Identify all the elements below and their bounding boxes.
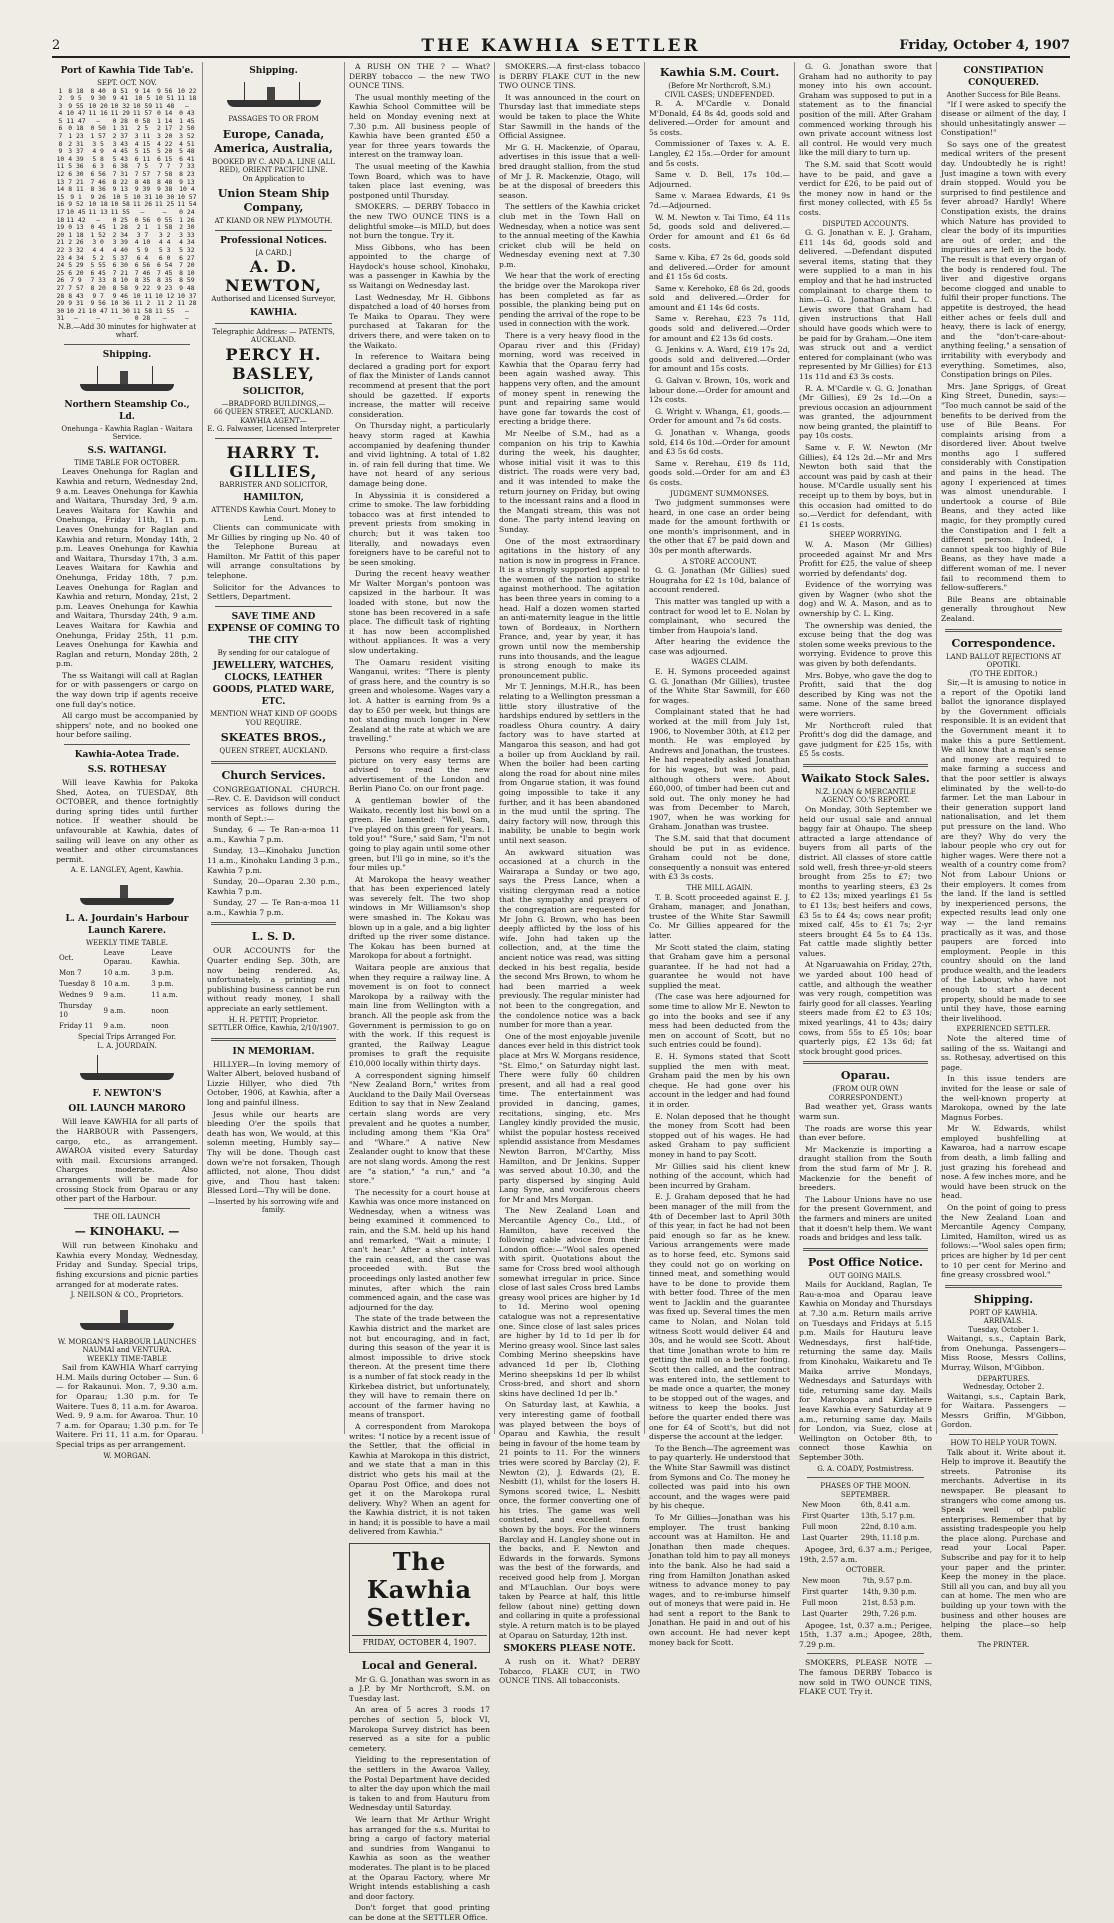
newton-heading: F. NEWTON'S [92, 1089, 162, 1100]
editorial-date: FRIDAY, OCTOBER 4, 1907. [352, 1635, 487, 1648]
local-3: Yielding to the representation of the settlers in the Awaroa Valley, the Postal Department have decided to alter the day upon which the mail is taken to and from Hauturu from Wednesday until Saturday. [349, 1755, 490, 1813]
editorial-masthead [349, 1543, 490, 1653]
memoriam-signature: —Inserted by his sorrowing wife and family. [208, 1197, 339, 1215]
case-2: Commissioner of Taxes v. A. E. Langley, £2 15s.—Order for amount and 5s costs. [649, 139, 790, 168]
disputed-2: R. A. M'Cardle v. G. G. Jonathan (Mr Gillies), £9 2s 1d.—On a previous occasion an adjournment was granted, the adjournment now being granted, the plaintiff to pay 10s costs. [799, 383, 932, 441]
oparau-3: Mr Mackenzie is importing a draught stallion from the South from the stud farm of Mr J. R. Mackenzie for the benefit of breeders. [799, 1144, 932, 1193]
sheep-4: Mrs. Bobye, who gave the dog to Profitt, said that the dog described by King was not the same. None of the same breed were worriers. [799, 670, 932, 718]
oil-launch-illustration [72, 1054, 182, 1084]
constipation-heading: CONSTIPATION CONQUERED. [963, 66, 1044, 88]
wages-3: The S.M. said that that document should be put in as evidence. Graham could not be done, consequently a nonsuit was entered with £3 3s costs. [649, 834, 790, 882]
disputed-3: Same v. F. W. Newton (Mr Gillies), £4 12s 2d.—Mr and Mrs Newton both said that the account was paid by cash at their house. M'Cardle usually sent his receipt up to them by boys, but in this occasion had omitted to do so.—Verdict for defendant, with £1 1s costs. [799, 443, 932, 529]
c3-para-7: On Thursday night, a particularly heavy storm raged at Kawhia accompanied by deafening thunder and vivid lightning. A total of 1.82 in. of rain fell during that time. We have not heard of any serious damage being done. [349, 421, 490, 488]
basley-agent-name: E. G. Falwasser, Licensed Interpreter [207, 425, 340, 433]
c3-para-10: The Oamaru resident visiting Wanganui, writes: "There is plenty of grass here, and the country is so green and wholesome. Wages vary a lot. A hatter is earning from 9s a day to £50 per week, but things are not standing much longer in New Zealand at the rate at which we are travelling." [349, 657, 490, 744]
c4-para-2: Mr G. H. Mackenzie, of Oparau, advertises in this issue that a well-bred draught stallion, from the stud of Mr J. R. Mackenzie, Otago, will be at the disposal of breeders this season. [499, 142, 640, 200]
c3-para-9: During the recent heavy weather Mr Walter Morgan's pontoon was capsized in the harbour. It was loaded with stone, but now the stone has been recovered in a safe place. The difficult task of righting it has now been accomplished without appliances. It was a very slow undertaking. [349, 569, 490, 656]
aotea-heading: Kawhia-Aotea Trade. [74, 750, 180, 761]
column-4 [494, 62, 644, 1686]
memoriam-heading: IN MEMORIAM. [232, 1046, 315, 1057]
timetable-heading: TIME TABLE FOR OCTOBER. [74, 458, 180, 467]
stock-1: On Monday, 30th September we held our usual sale and annual baggy fair at Ohaupo. The sheep attracted a large attendance of buyers from all parts of the district. All classes of store cattle sold well, fresh three-yr-old steers brought from 25s to £7; two months to yearling steers, £3 2s to £2 13s; mixed yearlings £1 5s to £1 13s; best heifers and cows, £3 5s to £4 4s; cows near profit; mixed calf, 45s to £1 7s; 2-yr steers brought £4 5s to £4 13s. Fat cattle made slightly better values. [799, 804, 932, 958]
steamship-illustration [72, 365, 182, 395]
bile-beans-sub: Another Success for Bile Beans. [946, 91, 1061, 99]
mill-3: (The case was here adjourned for some time to allow Mr E. Newton to go into the books and see if any mess had been deducted from the men on account of Scott, but no such entries could be found). [649, 992, 790, 1050]
c3-para-14: Waitara people are anxious that when they require a railway line. A movement is on foot to connect Marokopa by a railway with the main line from Wellington with a branch. All the people ask from the Government is permission to go on with the work. If this request is granted, the Railway League promises to graft the requisite £10,000 locally within thirty days. [349, 963, 490, 1068]
memoriam-body: HILLYER—In loving memory of Walter Albert, beloved husband of Lizzie Hillyer, who died 7th October, 1906, at Kawhia, after a long and painful illness. [207, 1059, 340, 1107]
shipping-heading-2: Shipping. [249, 66, 298, 76]
lsd-signature: H. H. PETTIT, Proprietor. [228, 1015, 319, 1024]
paper-title: THE KAWHIA SETTLER [421, 36, 701, 56]
timetable-body: Leaves Onehunga for Raglan and Kawhia and return, Wednesday 2nd, 9 a.m. Leaves Onehunga for Kawhia and Waitara, Thursday 3rd, 9 a.m. Leaves Waitara for Kawhia and Onehunga, Friday 11th, 11 p.m. Leaves Onehunga for Raglan and Kawhia and return, Monday 14th, 2 p.m. Leaves Onehunga for Kawhia and Waitara, Thursday 17th, 3 a.m. Leaves Waitara for Kawhia and Onehunga, Friday 18th, 7 p.m. Leaves Onehunga for Raglan and Kawhia and return, Monday, 21st, 2 p.m. Leaves Onehunga for Kawhia and Waitara, Thursday 24th, 9 a.m. Leaves Waitara for Kawhia and Onehunga, Friday 25th, 11 p.m. Leaves Onehunga for Kawhia and Raglan and return, Monday 28th, 2 p.m. [56, 467, 198, 669]
rothesay-signature: A. E. LANGLEY, Agent, Kawhia. [70, 866, 184, 875]
oparau-4: The Labour Unions have no use for the present Government, and the farmers and miners are united that it doesn't help them. We want roads and bridges and less talk. [799, 1194, 932, 1243]
oparau-2: The roads are worse this year than ever before. [799, 1123, 932, 1143]
issue-date: Friday, October 4, 1907 [899, 38, 1070, 53]
post-heading: Post Office Notice. [808, 1255, 923, 1269]
printer-signature: The PRINTER. [977, 1641, 1030, 1650]
court-before: (Before Mr Northcroft, S.M.) [668, 82, 771, 90]
telegraphic-address: Telegraphic Address: — PATENTS, AUCKLAND. [212, 327, 335, 344]
court-heading: Kawhia S.M. Court. [659, 66, 780, 79]
jourdain-heading: L. A. Jourdain's Harbour Launch Karere. [65, 913, 189, 936]
constipation-3: Mrs. Jane Spriggs, of Great King Street, Dunedin, says:— "Too much cannot be said of the benefits to be derived from the use of Bile Beans. For complaints arising from a disordered liver. About twelve months ago I suffered considerably with Constipation and pains in the head. The agony I experienced at times was almost unendurable. I undertook a course of Bile Beans, and they acted like magic, for they promptly cured the Constipation and I felt a different person. Indeed, I cannot speak too highly of Bile Beans, as they have made a different woman of me. I never fail to recommend them to fellow-sufferers." [941, 381, 1066, 593]
jourdain-signature: L. A. JOURDAIN. [97, 1041, 157, 1050]
c7-note-1: Note the altered time of sailing of the ss. Waitangi and ss. Rothesay, advertised on this page. [941, 1033, 1066, 1072]
sheep-3: The ownership was denied, the excuse being that the dog was stolen some weeks previous to the worrying. Evidence to prove this was given by both defendants. [799, 620, 932, 669]
mill-9: To Mr Gillies—Jonathan was his employer. The trust banking account was at Hamilton. He and Jonathan then made cheques. Jonathan told him to pay all moneys into the bank. Also he had said a ring from Hamilton Jonathan asked witness to advance money to pay wages, and to re-imburse himself out of moneys that were paid in. He had sent a report to the Bank to Jonathan. He paid in and out of his own account. He had never kept money back for Scott. [649, 1512, 790, 1647]
september-table: New Moon 6th, 8.41 a.m. First Quarter 13th, 5.17 p.m. Full moon 22nd, 8.10 a.m. Last Quarter 29th, 11.18 p.m. [802, 1501, 920, 1542]
apply-line: On Application to [242, 174, 305, 183]
stock-2: At Ngaruawahia on Friday, 27th, we yarded about 100 head of cattle, and although the weather was very rough, competition was fairly good for all classes. Yearling steers made from £2 to £3 10s; mixed yearlings, 41 to 43s; dairy cows, from 55s to £5 10s; boar quarterly pigs, £2 13s 6d; fat stock brought good prices. [799, 960, 932, 1056]
civil-cases: CIVIL CASES; UNDEFENDED. [664, 90, 775, 99]
post-signature: G. A. COADY, Postmistress. [817, 1464, 914, 1473]
wages-heading: WAGES CLAIM. [691, 658, 748, 667]
correspondent-line: (FROM OUR OWN CORRESPONDENT.) [828, 1085, 903, 1102]
c4-para-3: The settlers of the Kawhia cricket club met in the Town Hall on Wednesday, when a notice was sent to the annual meeting of the Kawhia cricket club will be held on Wednesday evening next at 7.30 p.m. [499, 202, 640, 269]
wages-1: E. H. Symons proceeded against G. G. Jonathan (Mr Gillies), trustee of the White Star Sawmill, for £60 for wages. [649, 666, 790, 705]
tide-table-months: SEPT. OCT. NOV. [97, 79, 157, 87]
c3-para-5: Last Wednesday, Mr H. Gibbons dispatched a load of 40 horses from Te Maika to Oparau. They were purchased at Takaran for the drivers there, and were taken on to the Waikato. [349, 292, 490, 350]
wages-2: Complainant stated that he had worked at the mill from July 1st, 1906, to November 30th, at £12 per month. He was employed by Andrews and Jonathan, the trustees. He had repeatedly asked Jonathan for his wages, but was not paid, although others were. About £60,000, of timber had been cut and sold out. The only money he had was from December to March, 1907, when he was working for Graham. Jonathan was trustee. [649, 707, 790, 832]
maroro-body: Will leave KAWHIA for all parts of the HARBOUR with Passengers, cargo, etc., as arrangement. AWAROA visited every Saturday with mail. Excursions arranged. Charges moderate. Also arrangements will be made for crossing Stock from Oparau or any other part of the Harbour. [56, 1117, 198, 1204]
kinohaku-signature: J. NEILSON & CO., Proprietors. [70, 1291, 184, 1300]
case-9: G. Jenkins v. A. Ward, £19 17s 2d, goods sold and delivered.—Order for amount and 15s costs. [649, 345, 790, 374]
local-2: An area of 5 acres 3 roods 17 perches of section 5, block VI, Marokopa Survey district has been reserved as a site for a public cemetery. [349, 1705, 490, 1753]
masthead [52, 36, 1070, 58]
newton-title: Authorised and Licensed Surveyor, [211, 295, 336, 303]
basley-building: —BRADFORD BUILDINGS,— [221, 399, 326, 408]
store-3: After hearing the evidence the case was adjourned. [649, 637, 790, 656]
page-number: 2 [52, 38, 61, 53]
basley-agent: KAWHIA AGENT— [240, 416, 307, 425]
c3-para-6: In reference to Waitara being declared a grading port for export of flax the Minister of Lands cannot recommend at present that the port should be gazetted. If exports increase, the matter will receive consideration. [349, 352, 490, 419]
judgment-heading: JUDGMENT SUMMONSES. [670, 489, 769, 498]
c6-para-2: The S.M. said that Scott would have to be paid, and gave a verdict for £26, to be paid out of the money now in hand or the first money collected, with £5 5s costs. [799, 159, 932, 217]
c4-para-12: On Saturday last, at Kawhia, a very interesting game of football was played between the boys of Oparau and Kawhia, the result being in favour of the home team by 21 points to 11. For the winners tries were scored by Barclay (2), F. Newton (2), J. Edwards (2), E. Nesbitt (1), whilst for the losers H. Symons scored twice, L. Nesbitt once, the former converting one of his tries. The game was well contested, and excellent form shown by the boys. For the winners Barclay and H. Langley shone out in the backs, and F. Newton and Edwards in the forwards. Symons was the best of the forwards, and received good help from J. Morgan and M'Lauchlan. Our boys were taken by Pearce at half, this little fellow (about nine) getting down and collaring in quite a professional style. A return match is to be played at Oparau on Saturday, 12th inst. [499, 1400, 640, 1640]
constipation-1: "If I were asked to specify the disease or ailment of the day, I should unhesitatingly answer — Constipation!" [941, 99, 1066, 138]
c3-para-12: A gentleman bowler of the Waikato, recently lost his bowl on a green. He lamented: "Well, Sam, I've played on this green for years. I told you!" "Sure," said Sam, "I'm not going to play again until some other green, but I'll go in mine, so it's the four miles up." [349, 795, 490, 873]
c4-para-1: It was announced in the court on Thursday last that immediate steps would be taken to place the White Star Sawmill in the hands of the Official Assignee. [499, 92, 640, 141]
departures-heading: DEPARTURES. [977, 1374, 1030, 1383]
constipation-2: So says one of the greatest medical writers of the present day. Undoubtedly he is right! Just imagine a town with every drain stopped. Would you be surprised to find pestilence and fever abroad? Hardly! Where Constipation exists, the drains which Nature has provided to clear the body of its impurities are out of order, and the impurities are left in the body. The result is that every organ of the body is rendered foul. The liver and digestive organs become clogged and unable to fulfil their proper functions. The appetite is destroyed, the head either aches or feels dull and heavy, there is lack of energy, and the "don't-care-about-anything feeling," a sensation of irritability with everybody and everything. Sometimes, also, Constipation brings on Piles. [941, 139, 1066, 380]
c3-para-8: In Abyssinia it is considered a crime to smoke. The law forbidding tobacco was at first intended to prevent priests from smoking in church; but it was taken too literally, and nowadays even foreigners have to be careful not to be seen smoking. [349, 490, 490, 567]
c3-para-15: A correspondent signing himself "New Zealand Born," writes from Auckland to the Daily Mail Overseas Edition to say that in New Zealand certain slang words are very prevalent and he quotes a number, including among them "Kia Ora" and "Whare." A native New Zealander ought to know that these are not slang words. Among the rest are "a station," "a run," and "a store." [349, 1070, 490, 1186]
waitangi-heading: S.S. WAITANGI. [87, 445, 167, 456]
mill-7: E. J. Graham deposed that he had been manager of the mill from the 4th of December last to April 30th of this year, in fact he had not been paid enough so far as he knew. Various arrangements were made as to horse feed, etc. Symons said they could not go on working on tinned meat, and something would have to be done to provide them with better food. Three of the men went to Jacklin and the guarantee was fixed up. Several times the men came to Nolan, and Nolan told witness Scott would deliver £4 and 30s, and he would see Scott. About that time Jonathan wrote to him re getting the mill on a better footing. Scott then called, and the contract was entered into, the settlement to be made once a quarter, the money to be stopped out of the wages, and witness to keep the books. Just before the quarter ended there was one for £4 of Scott's, but did not disperse the account at the ledger. [649, 1192, 790, 1442]
c4-para-7: One of the most extraordinary agitations in the history of any nation is now in progress in France. It is a strongly supported appeal to the women of the nation to strike against motherhood. The agitation has been three years in coming to a head. Half a dozen women started an anti-maternity league in the little town of Bordeaux, in Northern France, and, year by year, it has grown until now the membership runs into thousands, and the league is strong enough to make its pronouncement public. [499, 536, 640, 680]
c4-para-6: Mr Neelbe of S.M., had as a companion on his trip to Kawhia during the week, his daughter, whose initial visit it was to this district. The roads were very bad, and it was intended to make the return journey on Friday, but owing to the incessant rains and a flood in the Mangati stream, this was not done. The party intend leaving on Sunday. [499, 428, 640, 534]
c3-para-13: At Marokopa the heavy weather that has been experienced lately was severely felt. The two shop windows in Mr Williamson's shop were smashed in. The Kokau was blown up in a gale, and a big lighter drifted up the river some distance. The Kokau has been burned at Marokopa for about a fortnight. [349, 874, 490, 961]
timetable-note-2: All cargo must be accompanied by shippers' note, and no booked one hour before sailing. [56, 711, 198, 740]
arrivals-heading: ARRIVALS. [983, 1317, 1024, 1326]
c7-note-3: Mr W. Edwards, whilst employed bushfelling at Kawaroa, had a narrow escape from death, a limb falling and just grazing his forehead and nose. A few inches more, and he would have been struck on the head. [941, 1124, 1066, 1201]
c4-para-9: An awkward situation was occasioned at a church in the Wairarapa a Sunday or two ago, says the Press Lance, when a visiting clergyman read a notice that the sympathy and prayers of the congregation are requested for Mr John G. Brown, who has been deeply afflicted by the loss of his wife. John had taken up the collection, and, at the time the ancient notice was read, was sitting decked in his best regalia, beside the second Mrs Brown, to whom he had been married a week previously. The regular minister had not been to the congregation, and the condolence notice was a back number for more than a year. [499, 847, 640, 1030]
c3-para-1: The usual monthly meeting of the Kawhia School Committee will be held on Monday evening next at 7.30 p.m. All business people of Kawhia have been granted £50 a year for three years towards the interest on the tramway loan. [349, 92, 490, 160]
column-7 [936, 62, 1070, 1650]
october-table: New moon 7th, 9.57 p.m. First quarter 14th, 9.30 p.m. Full moon 21st, 8.53 p.m. Last Quarter 29th, 7.26 p.m. [802, 1576, 917, 1618]
newton-location: KAWHIA. [250, 307, 297, 318]
judgment-body: Two judgment summonses were heard, in one case an order being made for the amount forthwith or one month's imprisonment, and in the other that £7 be paid down and 30s per month afterwards. [649, 498, 790, 556]
oparau-1: Bad weather yet, Grass wants warm sun. [799, 1102, 932, 1121]
c4-para-4: We hear that the work of erecting the bridge over the Marokopa river has been completed as far as possible, the planking being put on pending the arrival of the rope to be used in connection with the work. [499, 271, 640, 329]
save-time-heading: SAVE TIME AND EXPENSE OF COMING TO THE CITY [207, 611, 340, 646]
professional-heading: Professional Notices. [220, 235, 327, 246]
morgan-launch-illustration [72, 1304, 182, 1334]
weekly-table: Oct. Leave Oparau. Leave Kawhia. Mon 7 10 a.m. 3 p.m. Tuesday 8 10 a.m. 3 p.m. Wednes 9 9 a.m. 11 a.m. Thursday 10 9 a.m. noon Friday 11 9 a.m. noon [59, 949, 180, 1031]
land-ballot-heading: LAND BALLOT REJECTIONS AT OPOTIKI. [945, 652, 1062, 670]
editorial-title: The Kawhia Settler. [366, 1547, 473, 1633]
c3-para-18: A correspondent from Marokopa writes: "I notice by a recent issue of the Settler, that the official in Kawhia at Marokopa in this district, and we state that a man in this district who gets his mail at the Oparau Post Office, and does not get it on the Marokopa rural delivery. Why? When an agent for the Kawhia district, it is not taken in hand; it is possible to have a mail delivered from Kawhia." [349, 1421, 490, 1537]
smokers-notice: SMOKERS.—A first-class tobacco is DERBY FLAKE CUT in the new TWO OUNCE TINS. [499, 62, 640, 91]
newton-name: A. D. NEWTON, [225, 257, 322, 295]
nsc-heading: Northern Steamship Co., Ld. [64, 399, 190, 422]
kinohaku-body: Will run between Kinohaku and Kawhia every Monday, Wednesday, Friday and Sunday. Special trips, fishing excursions and picnic parties arranged for at moderate rates. [56, 1241, 198, 1289]
departure-body: Waitangi, s.s., Captain Bark, for Waitara. Passengers — Messrs Griffin, M'Gibbon, Gordon. [941, 1391, 1066, 1430]
case-3: Same v. D. Bell, 17s 10d.—Adjourned. [649, 170, 790, 189]
basley-title: SOLICITOR, [242, 386, 305, 397]
c4-para-11: The New Zealand Loan and Mercantile Agency Co., Ltd., of Hamilton, have received the following cable advice from their London office:—"Wool sales opened with spirit. Quotations about the same for Cross bred wool although somewhat irregular in price. Since close of last sales Cross bred Lambs greasy wool prices are higher by 1d to 1d. Merino wool opening catalogue was not a representative one. Since close of last sales prices are higher by 1d to 1d per lb for Merino greasy wool. Since last sales Combing Merino sheepskins have advanced 1d per lb, Clothing Merino sheepskins 1d per lb whilst Cross-bred, and short and shorn skins have declined 1d per lb." [499, 1206, 640, 1398]
port-heading: PORT OF KAWHIA. [969, 1308, 1038, 1317]
case-11: G. Wright v. Whanga, £1, goods.—Order for amount and 7s 6d costs. [649, 406, 790, 426]
store-heading: A STORE ACCOUNT. [682, 557, 757, 566]
skeates-address: QUEEN STREET, AUCKLAND. [219, 747, 328, 756]
church-body: CONGREGATIONAL CHURCH.—Rev. C. E. Davidson will conduct services as follows during the month of Sept.:— [207, 784, 340, 823]
morgan-timetable-heading: WEEKLY TIME-TABLE [87, 1354, 167, 1363]
lsd-body: OUR ACCOUNTS for the Quarter ending Sep. 30th, are now being rendered. As, unfortunately, a printing and publishing business cannot be run without ready money, I shall appreciate an early settlement. [207, 946, 340, 1014]
memoriam-verse: Jesus while our hearts are bleeding O'er the spoils that death has won, We would, at this solemn meeting, Humbly say—Thy will be done. Though cast down we're not forsaken, Though afflicted, not alone, Thou didst give, and Thou hast taken: Blessed Lord—Thy will be done. [207, 1109, 340, 1196]
letter-signature: EXPERIENCED SETTLER. [956, 1025, 1051, 1034]
case-4: Same v. Maraea Edwards, £1 9s 7d.—Adjourned. [649, 191, 790, 210]
help-heading: HOW TO HELP YOUR TOWN. [950, 1439, 1057, 1448]
disputed-heading: DISPUTED ACCOUNTS. [822, 219, 909, 228]
union-steam-ship: Union Steam Ship Company, [217, 187, 330, 214]
jewellery-line: JEWELLERY, WATCHES, CLOCKS, LEATHER GOODS, PLATED WARE, ETC. [212, 661, 335, 708]
gillies-attends: ATTENDS Kawhia Court. Money to Lend. [211, 506, 336, 523]
c3-para-17: The state of the trade between the Kawhia district and the market are not but encouraging, and in fact, during this season of the year it is almost impossible to drive stock thereon. At the present time there is a number of fat stock ready in the Kirkebea district, but unfortunately, they will have to remain there on account of the farmer having no means of transport. [349, 1314, 490, 1420]
card-label: [A CARD.] [255, 248, 292, 257]
c4-para-5: There is a very heavy flood in the Oparau river and this (Friday) morning, word was received in Kawhia that the Oparau ferry had been again washed away. This happens very often, and the amount of money spent in renewing the punt and repairing same would have gone far towards the cost of erecting a bridge there. [499, 331, 640, 427]
case-5: W. M. Newton v. Tai Timo, £4 11s 5d, goods sold and delivered.—Order for amount and £1 6s 6d costs. [649, 212, 790, 251]
tide-note: N.B.—Add 30 minutes for highwater at wharf. [57, 322, 197, 340]
mill-2: Mr Scott stated the claim, stating that Graham gave him a personal guarantee. If he had not had a guarantee he would not have supplied the meat. [649, 942, 790, 990]
disputed-1: G. G. Jonathan v. E. J. Graham, £11 14s 6d, goods sold and delivered. —Defendant disputed several items, stating that they were supplied to a man in his employ and that he had instructed complainant to charge them to him.—G. G. Jonathan and L. C. Lewis swore that Graham had given instructions that Hall should have goods which were to be paid for by Graham.—One item was struck out and a verdict entered for complainant (who was represented by Mr Gillies) for £13 11s 11d and £3 3s costs. [799, 228, 932, 381]
oil-launch-label: THE OIL LAUNCH [93, 1212, 161, 1221]
c7-note-4: On the point of going to press the New Zealand Loan and Mercantile Agency Company, Limited, Hamilton, wired us as follows:—"Wool sales open firm; prices are higher by 1d per cent to 10 per cent for Merino and fine greasy crossbred wool." [941, 1203, 1066, 1280]
outgoing-mails: OUT GOING MAILS. [829, 1271, 902, 1280]
passages-line: PASSAGES TO OR FROM [228, 115, 319, 123]
help-body: Talk about it. Write about it. Help to improve it. Beautify the streets. Patronise its merchants. Advertise in its newspaper. Be pleasant to strangers who come among us. Speak well of public enterprises. Remember that by assisting tradespeople you help the place along. Purchase and read your Local Paper. Subscribe and pay for it to help your paper and the printer. Keep the money in the place. Still all you can, and buy all you can at home. The men who are building up your town with the business and other houses are helping the place—so help them. [941, 1447, 1066, 1639]
shipping-heading-7: Shipping. [973, 1292, 1034, 1306]
local-1: Mr G. G. Jonathan was sworn in as a J.P. by Mr Northcroft, S.M. on Tuesday last. [349, 1674, 490, 1703]
gillies-note: Solicitor for the Advances to Settlers, Department. [207, 582, 340, 602]
mill-6: Mr Gillies said his client knew nothing of the account, which had been incurred by Graham. [649, 1161, 790, 1190]
case-8: Same v. Rerehau, £23 7s 11d, goods sold and delivered.—Order for amount and £2 13s 6d costs. [649, 314, 790, 343]
service-3: Sunday, 20—Oparau 2.30 p.m., Kawhia 7 p.m. [207, 877, 340, 896]
october-note: Apogee, 1st, 0.37 a.m.; Perigee, 15th, 1.37 a.m.; Apogee, 28th, 7.29 p.m. [799, 1620, 932, 1649]
service-4: Sunday, 27 — Te Ran-a-moa 11 a.m., Kawhia 7 p.m. [207, 898, 340, 917]
gillies-town: HAMILTON, [243, 493, 304, 503]
column-5 [644, 62, 794, 1647]
basley-name: PERCY H. BASLEY, [225, 344, 322, 383]
mill-5: E. Nolan deposed that he thought the money from Scott had been stopped out of his wages. He had asked Graham to pay sufficient money in hand to pay Scott. [649, 1111, 790, 1159]
weekly-heading: WEEKLY TIME TABLE. [85, 938, 169, 947]
special-trips: Special Trips Arranged For. [77, 1033, 177, 1042]
service-1: Sunday, 6 — Te Ran-a-moa 11 a.m., Kawhia 7 p.m. [207, 825, 340, 844]
store-1: G. G. Jonathan (Mr Gillies) sued Hougraha for £2 1s 10d, balance of account rendered. [649, 566, 790, 595]
c3-para-11: Persons who require a first-class picture on very easy terms are advised to read the new advertisement of the London and Berlin Piano Co. on our front page. [349, 745, 490, 794]
nzloan-heading: N.Z. LOAN & MERCANTILE AGENCY CO.'S REPORT. [815, 787, 916, 805]
sheep-heading: SHEEP WORRYING. [829, 531, 902, 540]
c4-para-10: One of the most enjoyable juvenile dances ever held in this district took place at Mrs W. Morgans residence, "St. Elmo," on Saturday night last. There were fully 60 children present, and all had a real good time. The entertainment was provided in dancing, games, recitations, singing, etc. Mrs Langley kindly provided the music, whilst the popular hostess received splendid assistance from Mesdames Newton Barron, M'Carthy, Miss Hamilton, and Dr Jenkins. Supper was served about 10.30, and the party dispersed by singing Auld Lang Syne, and vociferous cheers for Mr and Mrs Morgan. [499, 1031, 640, 1204]
store-2: This matter was tangled up with a contract for wood let to E. Nolan by complainant, who secured the timber from Haupoia's land. [649, 596, 790, 635]
maroro-heading: OIL LAUNCH MARORO [68, 1104, 186, 1115]
smokers-note: SMOKERS, PLEASE NOTE — The famous DERBY Tobacco is now sold in TWO OUNCE TINS, FLAKE CUT. Try it. [799, 1658, 932, 1697]
september-note: Apogee, 3rd, 6.37 a.m.; Perigee, 19th, 2.57 a.m. [799, 1545, 932, 1564]
moon-heading: PHASES OF THE MOON. [820, 1482, 911, 1490]
local-5: Don't forget that good printing can be done at the SETTLER Office. [349, 1903, 490, 1922]
basley-address: 66 QUEEN STREET, AUCKLAND. [213, 408, 334, 416]
september-heading: SEPTEMBER. [840, 1490, 891, 1499]
sheep-1: W. A. Mason (Mr Gillies) proceeded against Mr and Mrs Profitt for £25, the value of sheep worried by defendants' dog. [799, 539, 932, 578]
post-body: Mails for Auckland, Raglan, Te Rau-a-moa and Oparau leave Kawhia on Monday and Thursdays at 7.30 a.m. Return mails arrive on Tuesdays and Fridays at 5.15 p.m. Mails for Hauturu leave Wednesdays, first half-tide, returning the same day. Mails from Kinohaku, Waikaretu and Te Maika arrive Mondays, Wednesdays and Saturdays with tide, returning same day. Mails for Marokopa and Kiritehere leave Kawhia every Saturday at 9 a.m., returning same day. Mails for London, via Suez, close at Wellington on October 8th, to connect those Kawhia on September 30th. [799, 1280, 932, 1462]
local-4: We learn that Mr Arthur Wright has arranged for the s.s. Muritai to bring a cargo of factory material and sundries from Wanganui to Kawhia as soon as the weather moderates. The plant is to be placed at the Oparau Factory, where Mr Wright intends establishing a cash and door factory. [349, 1814, 490, 1901]
catalogue-line: By sending for our catalogue of [217, 648, 330, 657]
rothesay-body: Will leave Kawhia for Pakoka Shed, Aotea, on TUESDAY, 8th OCTOBER, and thence fortnightly during spring tides until further notice. If weather should be unfavourable at Kawhia, dates of sailing will leave on any other as weather and other circumstances permit. [56, 778, 198, 864]
church-heading: Church Services. [221, 768, 326, 782]
tide-table: 1 8 18 8 40 8 51 9 14 9 56 10 22 2 9 5 9 30 9 41 10 5 10 51 11 18 3 9 55 10 20 10 32 10 59 11 48 — 4 10 47 11 16 11 29 11 57 0 14 0 43 5 11 47 — 0 28 0 58 1 14 1 45 6 0 18 0 50 1 31 2 5 2 17 2 50 7 1 23 1 57 2 37 3 11 3 20 3 52 8 2 31 3 5 3 43 4 15 4 22 4 51 9 3 37 4 9 4 45 5 15 5 20 5 48 10 4 39 5 8 5 43 6 11 6 15 6 41 11 5 36 6 3 6 38 7 5 7 7 7 33 12 6 30 6 56 7 31 7 57 7 58 8 23 13 7 21 7 46 8 22 8 48 8 48 9 13 14 8 11 8 36 9 13 9 39 9 38 10 4 15 9 1 9 26 10 5 10 31 10 30 10 57 16 9 52 10 18 10 58 11 26 11 25 11 54 17 10 45 11 13 11 55 — — 0 24 18 11 42 — 0 25 0 56 0 55 1 26 19 0 13 0 45 1 28 2 1 1 58 2 30 20 1 18 1 52 2 34 3 7 3 2 3 33 21 2 26 3 0 3 39 4 10 4 4 4 34 22 3 32 4 4 4 40 5 9 5 3 5 32 23 4 34 5 2 5 37 6 4 6 0 6 27 24 5 29 5 55 6 30 6 56 6 54 7 20 25 6 20 6 45 7 21 7 46 7 45 8 10 26 7 9 7 33 8 10 8 35 8 35 8 59 27 7 57 8 20 8 58 9 22 9 23 9 48 28 8 43 9 7 9 46 10 11 10 12 10 37 29 9 31 9 56 10 36 11 2 11 2 11 28 30 10 21 10 47 11 30 11 58 11 55 — 31 — — — 0 28 — — [56, 86, 197, 323]
gillies-name: HARRY T. GILLIES, [226, 442, 321, 481]
case-7: Same v. Kerehoko, £8 6s 2d, goods sold and delivered.—Order for amount and £1 14s 6d costs. [649, 283, 790, 312]
case-12: G. Jonathan v. Whanga, goods sold, £14 6s 10d.—Order for amount and £3 5s 6d costs. [649, 428, 790, 457]
nsc-route: Onehunga - Kawhia Raglan - Waitara Service. [61, 424, 193, 442]
column-2 [202, 62, 344, 1434]
mill-8: To the Bench—The agreement was to pay quarterly. He understood that the White Star Sawmill was distinct from Symons and Co. The money he collected was paid into his own account, and the wages were paid by his cheque. [649, 1443, 790, 1511]
timetable-note: The ss Waitangi will call at Raglan for or with passengers or cargo on the way down trip if agents receive one full day's notice. [56, 670, 198, 709]
c3-para-16: The necessity for a court house at Kawhia was once more instanced on Wednesday, when a witness was being examined it commenced to rain, and the S.M. held up his hand and remarked, "Wait a minute; I can't hear." After a short interval the rain ceased, and the case was proceeded with. But the proceedings only lasted another few minutes, after which the rain commenced again, and the case was adjourned for the day. [349, 1187, 490, 1312]
morgan-signature: W. MORGAN. [103, 1451, 151, 1460]
launch-illustration [72, 879, 182, 909]
letter-body: Sir,—It is amusing to notice in a report of the Opotiki land ballot the ignorance displayed by the Government officials responsible. It is an evident that the Government meant it to make this a pure Settlement. We all know that a man's sense and money are required to make farming a success and that the poor settler is always eliminated by the well-to-do farmer. Let the man Labour in their generation support land nationalisation, and let them put pressure on the land. Who are they? Why do very the labour people who cry out for higher wages. Were there not a wealth of a country come from? Not from Labour Unions or their employers. It comes from the land. If the land is settled by inexperienced persons, the expected results lead only one way — the land remains practically as it was, and those paupers are forced into employment. People in this country should on the land produce wealth, and the leaders of the Labour, who have not enough to start a decent property, should be made to see until they have, those earning their livelihood. [941, 678, 1066, 1023]
union-location: AT KIAND OR NEW PLYMOUTH. [214, 217, 333, 225]
morgan-heading: W. MORGAN'S HARBOUR LAUNCHES NAUMAI and VENTURA. [57, 1337, 197, 1355]
tide-table-title: Port of Kawhia Tide Tab'e. [60, 66, 194, 76]
c7-note-2: In this issue tenders are invited for the lease or sale of the well-known property at Marokopa, owned by the late Magnus Forbes. [941, 1074, 1066, 1122]
arrival-date: Tuesday, October 1. [968, 1325, 1039, 1334]
case-10: G. Galvan v. Brown, 10s, work and labour done.—Order for amount and 12s costs. [649, 376, 790, 405]
local-heading: Local and General. [361, 1658, 478, 1672]
morgan-body: Sail from KAWHIA Wharf carrying H.M. Mails during October — Sun. 6 — for Rakaunui. Mon. 7, 9.30 a.m. for Oparau; 1.30 p.m. for Te Waitere. Tues 8, 11 a.m. for Awaroa. Wed. 9, 9 a.m. for Awaroa. Thur. 10 7 a.m. for Oparau; 1.30 p.m. for Te Waitere. Fri 11, 11 a.m. for Oparau. Special trips as per arrangement. [56, 1363, 198, 1449]
sheep-5: Mr Northcroft ruled that Profitt's dog did the damage, and gave judgment for £25 15s, with £5 5s costs. [799, 720, 932, 759]
smokers-body: A rush on it. What? DERBY Tobacco, FLAKE CUT, in TWO OUNCE TINS. All tobacconists. [499, 1657, 640, 1686]
shipping-heading: Shipping. [102, 349, 152, 360]
gillies-body: Clients can communicate with Mr Gillies by ringing up No. 40 of the Telephone Bureau at Hamilton. Mr Fattit of this paper will arrange consultations by telephone. [207, 523, 340, 580]
c3-para-4: Miss Gibbons, who has been appointed to the charge of Haydock's house school, Kinohaku, was a passenger in Kawhia by the ss Waitangi on Wednesday last. [349, 242, 490, 291]
mention-line: MENTION WHAT KIND OF GOODS YOU REQUIRE. [209, 710, 338, 727]
column-3 [344, 62, 494, 1922]
rothesay-heading: S.S. ROTHESAY [87, 765, 167, 776]
rush-notice: A RUSH ON THE ? — What? DERBY tobacco — the new TWO OUNCE TINS. [349, 62, 490, 91]
to-editor: (TO THE EDITOR.) [969, 669, 1038, 678]
c6-para-1: G. G. Jonathan swore that Graham had no authority to pay money into his own account. Graham was supposed to put in a statement as to the financial position of the mill. After Graham commenced working through his own private account witness lost all control. He would very much like the mill diary to turn up. [799, 62, 932, 158]
constipation-4: Bile Beans are obtainable generally throughout New Zealand. [941, 594, 1066, 623]
mill-4: E. H. Symons stated that Scott supplied the men with meat. Graham paid the men by his own cheque. He had gone over his account in the ledger and had found it in order. [649, 1052, 790, 1109]
booked-line: BOOKED BY C. AND A. LINE (ALL RED), ORIENT PACIFIC LINE. [212, 157, 335, 174]
arrival-body: Waitangi, s.s., Captain Bark, from Onehunga. Passengers—Miss Roose, Messrs Collins, Murray, Wilson, M'Gibbon. [941, 1334, 1066, 1373]
liner-illustration [219, 81, 329, 111]
october-heading: OCTOBER. [845, 1566, 886, 1575]
column-6 [794, 62, 936, 1697]
column-1 [52, 62, 202, 1460]
sheep-2: Evidence of the worrying was given by Wagner (who shot the dog) and W. A. Mason, and as to ownership by C. L. King. [799, 580, 932, 619]
c3-para-3: SMOKERS. — DERBY Tobacco in the new TWO OUNCE TINS is a delightful smoke—is MILD, but does not burn the tongue. Try it. [349, 202, 490, 241]
smokers-heading: SMOKERS PLEASE NOTE. [503, 1644, 636, 1655]
mill-heading: THE MILL AGAIN. [686, 884, 753, 893]
oparau-heading: Oparau. [840, 1069, 891, 1083]
case-13: Same v. Rerehau, £19 8s 11d, goods sold.—Order for am and £3 6s costs. [649, 458, 790, 487]
c4-para-8: Mr T. Jennings, M.H.R., has been relating to a Wellington pressman a little story illustrative of the hardships endured by settlers in the roadless Ohura country. A dairy factory was to have started at Mangaroa this season, and had got a boiler up from Auckland by rail. When the boiler had been carting along the road for about nine miles from Ongarue station, it was found going impossible to take it any further, and it has been abandoned in the mud until the spring. The dairy factory will now, through this inability, be unable to begin work until next season. [499, 682, 640, 845]
stock-heading: Waikato Stock Sales. [801, 771, 930, 785]
destinations: Europe, Canada, America, Australia, [214, 127, 333, 155]
departure-date: Wednesday, October 2. [962, 1383, 1045, 1392]
case-6: Same v. Kiba, £7 2s 6d, goods sold and delivered.—Order for amount and £1 15s 6d costs. [649, 252, 790, 282]
lsd-heading: L. S. D. [251, 930, 296, 944]
skeates-name: SKEATES BROS., [220, 731, 327, 745]
gillies-title: BARRISTER AND SOLICITOR, [219, 480, 328, 489]
service-2: Sunday, 13—Kinohaku Junction 11 a.m., Kinohaku Landing 3 p.m., Kawhia 7 p.m. [207, 846, 340, 875]
lsd-office: SETTLER Office, Kawhia, 2/10/1907. [208, 1024, 339, 1033]
c3-para-2: The usual meeting of the Kawhia Town Board, which was to have taken place last evening, was postponed until Thursday. [349, 161, 490, 200]
case-1: R. A. M'Cardle v. Donald M'Donald, £4 8s 4d, goods sold and delivered.—Order for amount and 5s costs. [649, 99, 790, 137]
correspondence-heading: Correspondence. [951, 636, 1056, 650]
mill-1: T. B. Scott proceeded against E. J. Graham, manager, and Jonathan, trustee of the White Star Sawmill Co. Mr Gillies appeared for the latter. [649, 892, 790, 940]
kinohaku-heading: — KINOHAKU. — [74, 1225, 180, 1239]
